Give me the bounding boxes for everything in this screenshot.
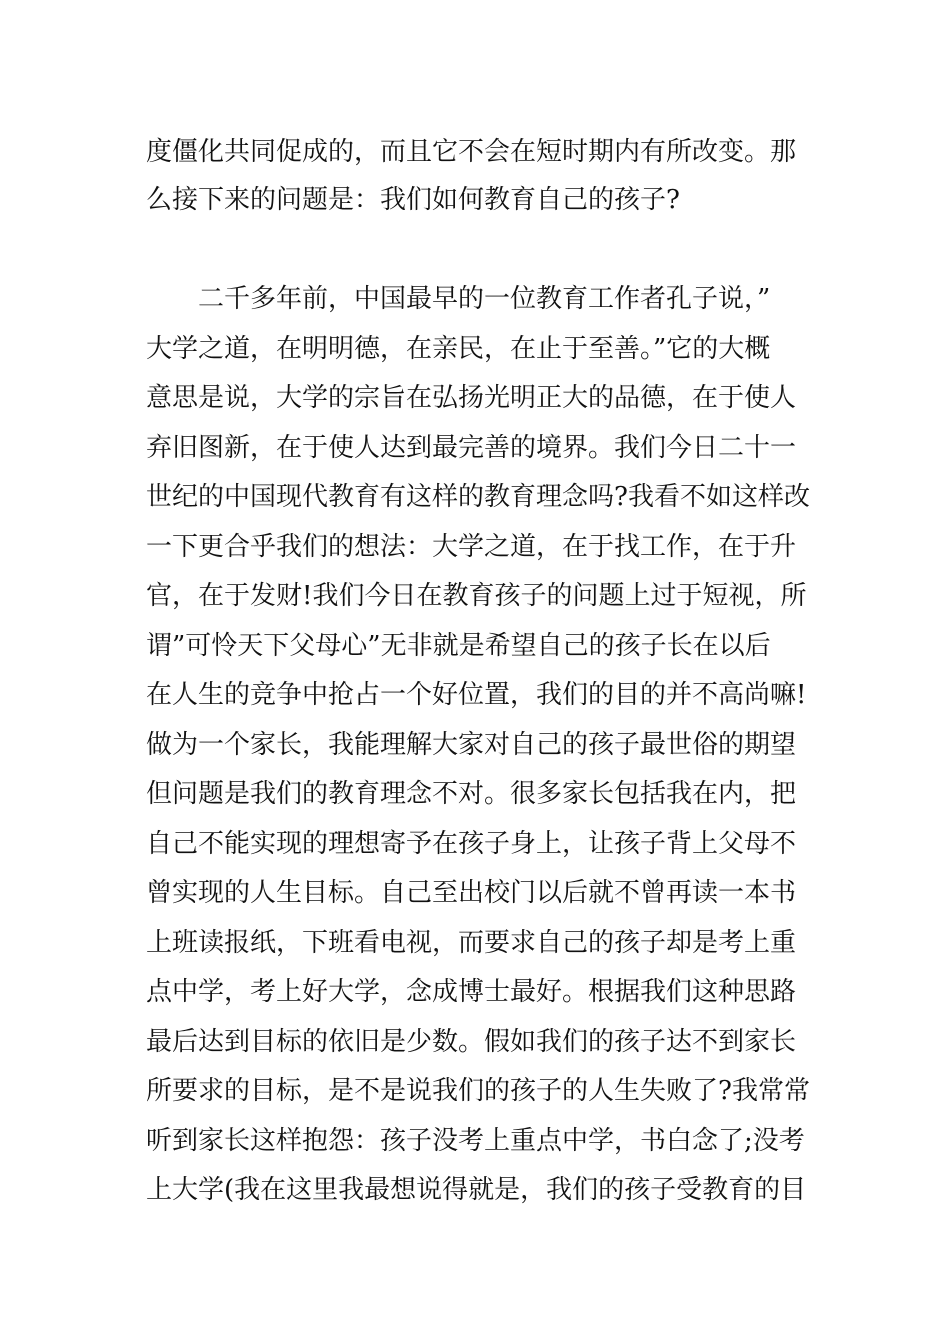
text-line: 度僵化共同促成的，而且它不会在短时期内有所改变。那 — [146, 137, 797, 167]
text-line: 二千多年前，中国最早的一位教育工作者孔子说，” — [198, 284, 771, 314]
text-line: 听到家长这样抱怨：孩子没考上重点中学，书白念了;没考 — [146, 1126, 805, 1156]
text-line: 一下更合乎我们的想法：大学之道，在于找工作，在于升 — [146, 532, 797, 562]
text-line: 点中学，考上好大学，念成博士最好。根据我们这种思路 — [146, 977, 797, 1007]
text-line: 世纪的中国现代教育有这样的教育理念吗?我看不如这样改 — [146, 482, 810, 512]
text-line: 意思是说，大学的宗旨在弘扬光明正大的品德，在于使人 — [146, 383, 797, 413]
text-line: 弃旧图新，在于使人达到最完善的境界。我们今日二十一 — [146, 433, 797, 463]
text-line: 自己不能实现的理想寄予在孩子身上，让孩子背上父母不 — [146, 829, 797, 859]
text-line: 做为一个家长，我能理解大家对自己的孩子最世俗的期望 — [146, 730, 797, 760]
text-line: 曾实现的人生目标。自己至出校门以后就不曾再读一本书 — [146, 878, 797, 908]
text-line: 官，在于发财!我们今日在教育孩子的问题上过于短视，所 — [146, 581, 807, 611]
text-line: 么接下来的问题是：我们如何教育自己的孩子? — [146, 185, 680, 215]
text-line: 在人生的竞争中抢占一个好位置，我们的目的并不高尚嘛! — [146, 680, 807, 710]
text-line: 上班读报纸，下班看电视，而要求自己的孩子却是考上重 — [146, 928, 797, 958]
text-line: 大学之道，在明明德，在亲民，在止于至善。”它的大概 — [146, 334, 771, 364]
text-line: 谓”可怜天下父母心”无非就是希望自己的孩子长在以后 — [146, 631, 771, 661]
text-line: 最后达到目标的依旧是少数。假如我们的孩子达不到家长 — [146, 1027, 797, 1057]
text-line: 但问题是我们的教育理念不对。很多家长包括我在内，把 — [146, 779, 797, 809]
text-line: 所要求的目标，是不是说我们的孩子的人生失败了?我常常 — [146, 1076, 810, 1106]
text-line: 上大学(我在这里我最想说得就是，我们的孩子受教育的目 — [146, 1175, 807, 1205]
